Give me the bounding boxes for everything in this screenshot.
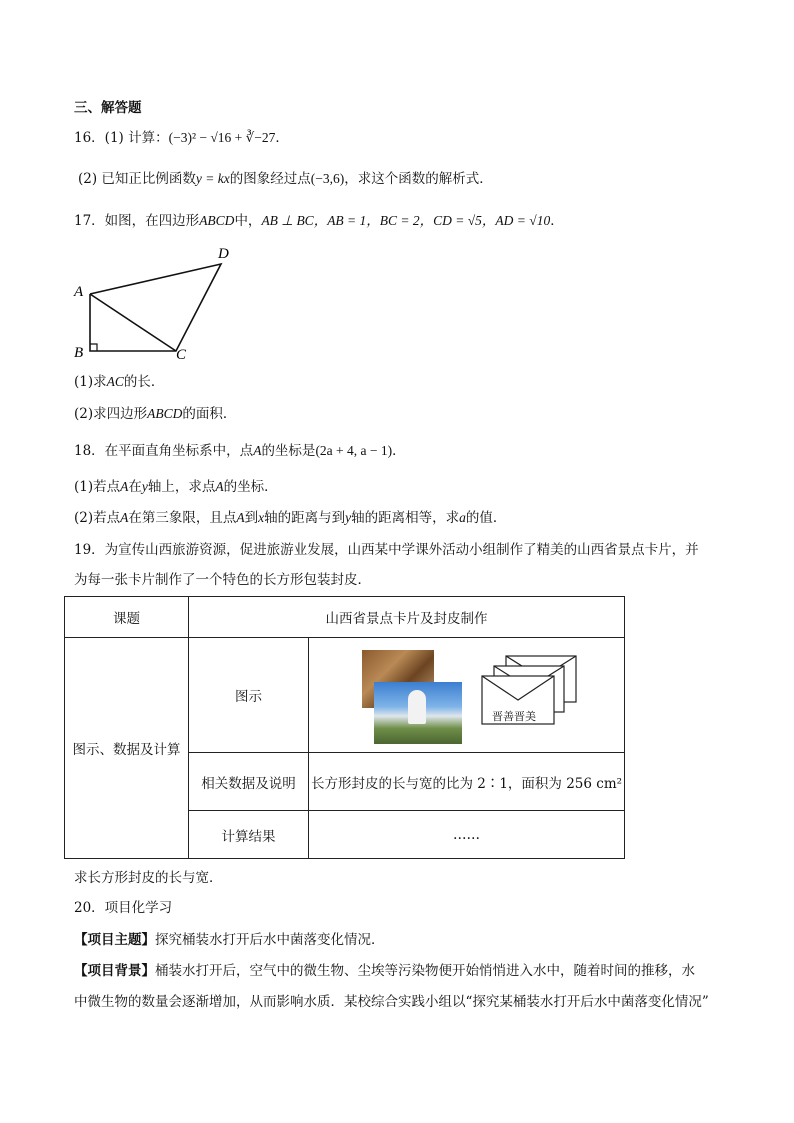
table-cell-result-value: ……	[309, 811, 625, 859]
q18-sub1-a: (1)若点	[74, 479, 121, 495]
q20-theme-tag: 【项目主题】	[74, 932, 155, 948]
q18-coord: (2a + 4, a − 1)	[315, 443, 393, 458]
q16-point: (−3,6)	[310, 171, 345, 186]
q17-quad: ABCD	[199, 213, 235, 228]
q18-stem-end: ．	[392, 443, 406, 459]
q17-stem-b: 中，	[234, 213, 262, 229]
q18-stem	[74, 441, 406, 461]
q17-sub1	[74, 372, 164, 392]
q16-part1	[74, 128, 289, 148]
q18-sub1-A: A	[120, 479, 129, 494]
table-cell-figure	[309, 638, 625, 753]
envelope-illustration	[480, 654, 580, 734]
q16-part2-c: ，求这个函数的解析式．	[344, 171, 493, 187]
q20-theme-text: 探究桶装水打开后水中菌落变化情况．	[155, 932, 385, 948]
table-cell-topic-label: 课题	[65, 597, 189, 638]
q18-sub2-x: x	[258, 510, 265, 525]
q16-part1-suffix: ．	[275, 130, 289, 146]
q20-bg-tag: 【项目背景】	[74, 963, 155, 979]
q18-sub2-A2: A	[236, 510, 245, 525]
q16-function: y = kx	[195, 171, 230, 186]
q17-stem-end: ．	[550, 213, 564, 229]
q20-theme	[74, 930, 385, 950]
q18-sub2-y: y	[345, 510, 352, 525]
q18-sub2-f: 的值．	[465, 510, 507, 526]
q18-sub1-y: y	[141, 479, 148, 494]
figure-pictures	[312, 640, 622, 750]
q17-sub2-a: (2)求四边形	[74, 406, 148, 422]
quadrilateral-figure	[70, 240, 240, 370]
q18-stem-b: 的坐标是	[261, 443, 316, 459]
q18-sub2-c: 到	[244, 510, 259, 526]
q20-background-line2: 中微生物的数量会逐渐增加，从而影响水质．某校综合实践小组以“探究某桶装水打开后水中菌落变化情况”	[74, 994, 709, 1010]
table-cell-data-value: 长方形封皮的长与宽的比为 2∶1，面积为 256 cm²	[309, 753, 625, 811]
label-A: A	[74, 284, 84, 300]
q18-sub2-d: 轴的距离与到	[264, 510, 346, 526]
q17-sub2-var: ABCD	[147, 406, 183, 421]
q19-line2: 为每一张卡片制作了一个特色的长方形包装封皮．	[74, 572, 371, 588]
q19-after-table: 求长方形封皮的长与宽．	[74, 870, 223, 886]
project-table	[64, 596, 625, 859]
q18-sub1-c: 轴上，求点	[147, 479, 216, 495]
q19-line1: 19．为宣传山西旅游资源，促进旅游业发展，山西某中学课外活动小组制作了精美的山西省景点卡片，并	[74, 542, 699, 558]
label-D: D	[218, 246, 229, 262]
table-cell-data-label: 相关数据及说明	[189, 753, 309, 811]
q20-title: 20．项目化学习	[74, 900, 173, 916]
q18-sub1-d: 的坐标．	[223, 479, 278, 495]
q17-sub1-a: (1)求	[74, 374, 107, 390]
q18-sub2-A: A	[120, 510, 129, 525]
section-heading: 三、解答题	[74, 100, 142, 116]
q18-sub1-A2: A	[215, 479, 224, 494]
q18-sub2-a: (2)若点	[74, 510, 121, 526]
q16-part2-a: (2) 已知正比例函数	[78, 171, 196, 187]
q18-sub1	[74, 477, 278, 497]
q17-sub1-b: 的长．	[123, 374, 165, 390]
q17-stem-a: 17．如图，在四边形	[74, 213, 200, 229]
q17-sub1-var: AC	[106, 374, 124, 389]
q18-sub2-e: 轴的距离相等，求	[351, 510, 460, 526]
table-cell-topic-value: 山西省景点卡片及封皮制作	[189, 597, 625, 638]
q16-part1-prefix: 16．(1) 计算：	[74, 130, 169, 146]
q18-sub2-b: 在第三象限，且点	[128, 510, 237, 526]
envelope-text: 晋善晋美	[491, 710, 536, 723]
q17-stem	[74, 211, 564, 231]
white-pagoda-photo	[374, 682, 462, 744]
q20-bg-text1: 桶装水打开后，空气中的微生物、尘埃等污染物便开始悄悄进入水中，随着时间的推移，水	[155, 963, 695, 979]
table-cell-figure-label: 图示	[189, 638, 309, 753]
label-C: C	[176, 347, 187, 363]
q20-background-line1	[74, 961, 695, 981]
q17-sub2	[74, 404, 236, 424]
q17-conditions: AB ⊥ BC，AB = 1，BC = 2，CD = √5，AD = √10	[261, 213, 551, 228]
label-B: B	[74, 345, 84, 361]
q17-sub2-b: 的面积．	[182, 406, 237, 422]
pagoda-shape	[408, 690, 426, 724]
table-cell-result-label: 计算结果	[189, 811, 309, 859]
q16-part2	[78, 169, 493, 189]
q18-stem-a: 18．在平面直角坐标系中，点	[74, 443, 254, 459]
q18-sub2	[74, 508, 506, 528]
q18-var: A	[253, 443, 262, 458]
table-cell-group-label: 图示、数据及计算	[65, 638, 189, 859]
q18-sub2-avar: a	[459, 510, 466, 525]
q18-sub1-b: 在	[128, 479, 142, 495]
q16-part2-b: 的图象经过点	[229, 171, 311, 187]
q16-part1-expr: (−3)² − √16 + ∛−27	[168, 130, 276, 145]
